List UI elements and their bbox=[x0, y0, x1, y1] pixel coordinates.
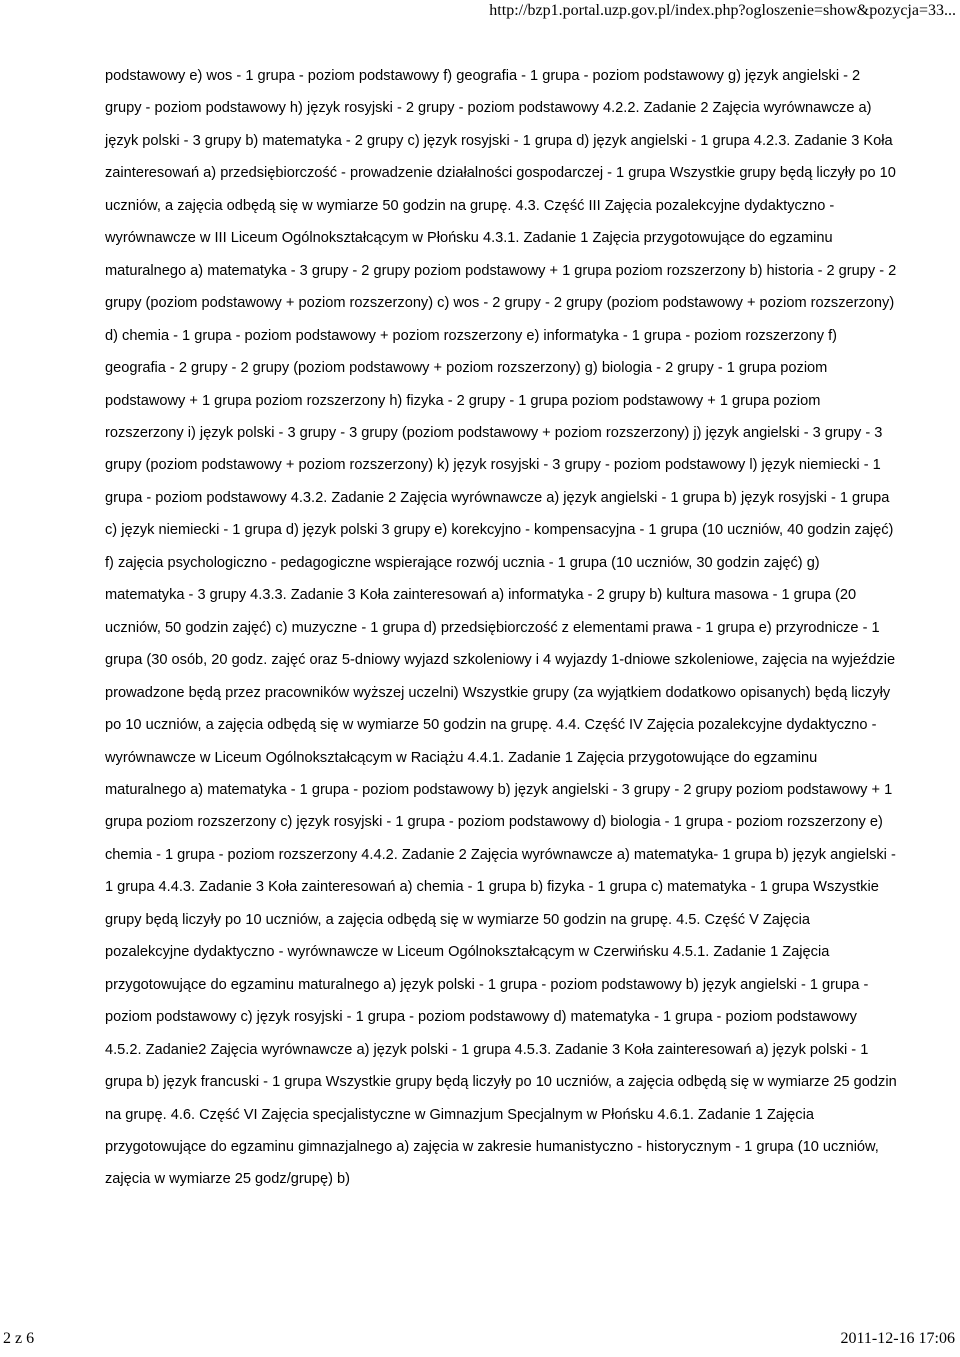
page-number: 2 z 6 bbox=[3, 1330, 35, 1347]
print-header-url: http://bzp1.portal.uzp.gov.pl/index.php?ogloszenie=show&pozycja=33... bbox=[489, 2, 956, 19]
print-datetime: 2011-12-16 17:06 bbox=[840, 1330, 955, 1347]
document-body-text: podstawowy e) wos - 1 grupa - poziom podstawowy f) geografia - 1 grupa - poziom podstawowy g) język angielski - 2 grupy - poziom podstawowy h) język rosyjski - 2 grupy - poziom podstawowy 4.2.2. Zadanie 2 Zajęcia wyrównawcze a) język polski - 3 grupy b) matematyka - 2 grupy c) język rosyjski - 1 grupa d) język angielski - 1 grupa 4.2.3. Zadanie 3 Koła zainteresowań a) przedsiębiorczość - prowadzenie działalności gospodarczej - 1 grupa Wszystkie grupy będą liczyły po 10 uczniów, a zajęcia odbędą się w wymiarze 50 godzin na grupę. 4.3. Część III Zajęcia pozalekcyjne dydaktyczno - wyrównawcze w III Liceum Ogólnokształcącym w Płońsku 4.3.1. Zadanie 1 Zajęcia przygotowujące do egzaminu maturalnego a) matematyka - 3 grupy - 2 grupy poziom podstawowy + 1 grupa poziom rozszerzony b) historia - 2 grupy - 2 grupy (poziom podstawowy + poziom rozszerzony) c) wos - 2 grupy - 2 grupy (poziom podstawowy + poziom rozszerzony) d) chemia - 1 grupa - poziom podstawowy + poziom rozszerzony e) informatyka - 1 grupa - poziom rozszerzony f) geografia - 2 grupy - 2 grupy (poziom podstawowy + poziom rozszerzony) g) biologia - 2 grupy - 1 grupa poziom podstawowy + 1 grupa poziom rozszerzony h) fizyka - 2 grupy - 1 grupa poziom podstawowy + 1 grupa poziom rozszerzony i) język polski - 3 grupy - 3 grupy (poziom podstawowy + poziom rozszerzony) j) język angielski - 3 grupy - 3 grupy (poziom podstawowy + poziom rozszerzony) k) język rosyjski - 3 grupy - poziom podstawowy l) język niemiecki - 1 grupa - poziom podstawowy 4.3.2. Zadanie 2 Zajęcia wyrównawcze a) język angielski - 1 grupa b) język rosyjski - 1 grupa c) język niemiecki - 1 grupa d) język polski 3 grupy e) korekcyjno - kompensacyjna - 1 grupa (10 uczniów, 40 godzin zajęć) f) zajęcia psychologiczno - pedagogiczne wspierające rozwój ucznia - 1 grupa (10 uczniów, 30 godzin zajęć) g) matematyka - 3 grupy 4.3.3. Zadanie 3 Koła zainteresowań a) informatyka - 2 grupy b) kultura masowa - 1 grupa (20 uczniów, 50 godzin zajęć) c) muzyczne - 1 grupa d) przedsiębiorczość z elementami prawa - 1 grupa e) przyrodnicze - 1 grupa (30 osób, 20 godz. zajęć oraz 5-dniowy wyjazd szkoleniowy i 4 wyjazdy 1-dniowe szkoleniowe, zajęcia na wyjeździe prowadzone będą przez pracowników wyższej uczelni) Wszystkie grupy (za wyjątkiem dodatkowo opisanych) będą liczyły po 10 uczniów, a zajęcia odbędą się w wymiarze 50 godzin na grupę. 4.4. Część IV Zajęcia pozalekcyjne dydaktyczno - wyrównawcze w Liceum Ogólnokształcącym w Raciążu 4.4.1. Zadanie 1 Zajęcia przygotowujące do egzaminu maturalnego a) matematyka - 1 grupa - poziom podstawowy b) język angielski - 3 grupy - 2 grupy poziom podstawowy + 1 grupa poziom rozszerzony c) język rosyjski - 1 grupa - poziom podstawowy d) biologia - 1 grupa - poziom rozszerzony e) chemia - 1 grupa - poziom rozszerzony 4.4.2. Zadanie 2 Zajęcia wyrównawcze a) matematyka- 1 grupa b) język angielski - 1 grupa 4.4.3. Zadanie 3 Koła zainteresowań a) chemia - 1 grupa b) fizyka - 1 grupa c) matematyka - 1 grupa Wszystkie grupy będą liczyły po 10 uczniów, a zajęcia odbędą się w wymiarze 50 godzin na grupę. 4.5. Część V Zajęcia pozalekcyjne dydaktyczno - wyrównawcze w Liceum Ogólnokształcącym w Czerwińsku 4.5.1. Zadanie 1 Zajęcia przygotowujące do egzaminu maturalnego a) język polski - 1 grupa - poziom podstawowy b) język angielski - 1 grupa - poziom podstawowy c) język rosyjski - 1 grupa - poziom podstawowy d) matematyka - 1 grupa - poziom podstawowy 4.5.2. Zadanie2 Zajęcia wyrównawcze a) język polski - 1 grupa 4.5.3. Zadanie 3 Koła zainteresowań a) język polski - 1 grupa b) język francuski - 1 grupa Wszystkie grupy będą liczyły po 10 uczniów, a zajęcia odbędą się w wymiarze 25 godzin na grupę. 4.6. Część VI Zajęcia specjalistyczne w Gimnazjum Specjalnym w Płońsku 4.6.1. Zadanie 1 Zajęcia przygotowujące do egzaminu gimnazjalnego a) zajęcia w zakresie humanistyczno - historycznym - 1 grupa (10 uczniów, zajęcia w wymiarze 25 godz/grupę) b) bbox=[105, 68, 897, 1188]
